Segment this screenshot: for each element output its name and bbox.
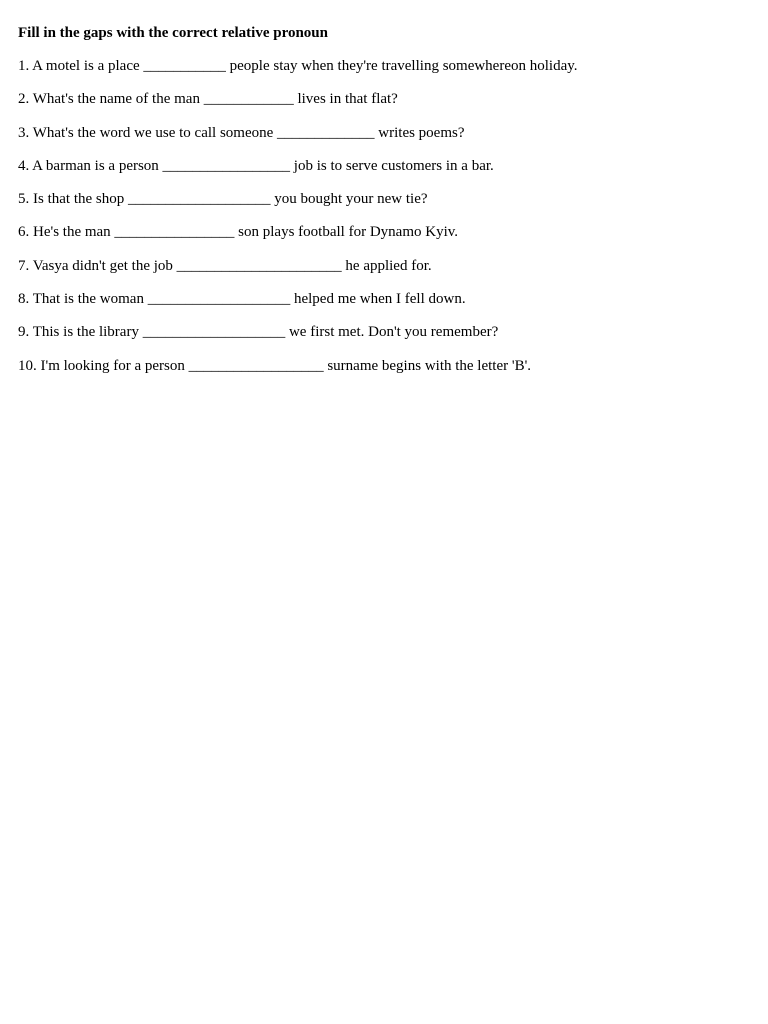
exercise-item-10: 10. I'm looking for a person __________________ surname begins with the letter 'B'. — [18, 357, 532, 374]
exercise-item-6: 6. He's the man ________________ son plays football for Dynamo Kyiv. — [18, 224, 459, 241]
exercise-item-7: 7. Vasya didn't get the job ______________________ he applied for. — [18, 257, 432, 274]
exercise-item-3: 3. What's the word we use to call someone _____________ writes poems? — [18, 124, 465, 141]
exercise-list — [18, 57, 750, 375]
exercise-item-1: 1. A motel is a place ___________ people stay when they're travelling somewhereon holiday. — [18, 58, 578, 74]
exercise-item-8: 8. That is the woman ___________________ helped me when I fell down. — [18, 291, 466, 308]
exercise-item-9: 9. This is the library ___________________ we first met. Don't you remember? — [18, 324, 499, 341]
exercise-item-5: 5. Is that the shop ___________________ you bought your new tie? — [18, 191, 428, 208]
exercise-item-4: 4. A barman is a person _________________ job is to serve customers in a bar. — [18, 157, 494, 174]
worksheet-title: Fill in the gaps with the correct relative pronoun — [18, 25, 328, 41]
exercise-item-2: 2. What's the name of the man ____________ lives in that flat? — [18, 91, 398, 108]
